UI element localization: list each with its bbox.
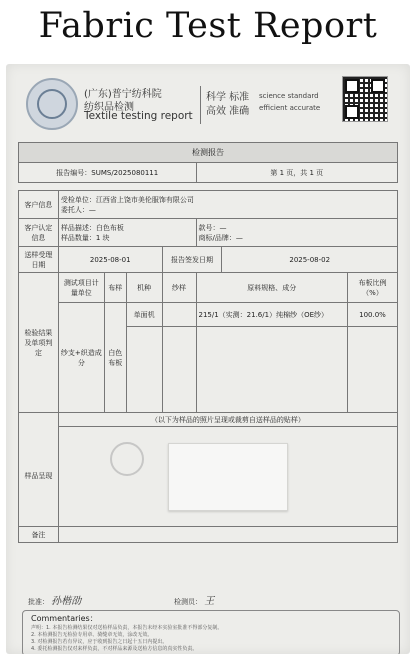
receive-date: 2025-08-01 <box>58 247 162 273</box>
empty-cell <box>162 327 196 413</box>
sample-quantity: 样品数量：1 块 <box>60 233 110 242</box>
customer-info-label: 客户信息 <box>19 191 59 219</box>
machine-value: 单面机 <box>126 303 162 327</box>
report-number: 报告编号：SUMS/2025080111 <box>19 163 197 183</box>
report-document <box>6 64 410 654</box>
qr-code-icon <box>342 76 388 122</box>
col-test-item: 测试项目计量单位 <box>58 273 104 303</box>
org-name-en: Textile testing report <box>84 110 193 122</box>
yarn-value <box>162 303 196 327</box>
empty-cell <box>126 327 162 413</box>
inspected-unit: 受检单位：江西省上饶市美伦服饰有限公司 <box>60 195 194 204</box>
result-label: 检验结果及单项判定 <box>19 273 59 413</box>
org-subtitle-cn: 纺织品检测 <box>84 102 134 113</box>
commentaries-title: Commentaries： <box>31 614 98 623</box>
col-cloth-sample: 布样 <box>104 273 126 303</box>
photo-note: （以下为样品的照片呈现或裁剪自送样品的贴样） <box>58 413 397 427</box>
motto-cn-1: 科学 标准 <box>206 92 250 103</box>
motto-en-1: science standard <box>259 92 319 100</box>
brand: 商标/品牌：— <box>198 233 243 242</box>
col-ratio: 布板比例（%） <box>348 273 398 303</box>
sample-info <box>58 219 196 247</box>
material-value: 215/1（实测：21.6/1）纯棉纱（OE纱） <box>196 303 348 327</box>
comment-line: 声明：1. 本报告检测结果仅对送检样品负责，本报告未经本实验室批准不得部分复制。 <box>31 625 223 631</box>
commentaries-box <box>22 610 400 654</box>
page-info: 第 1 页，共 1 页 <box>196 163 398 183</box>
style-info <box>196 219 398 247</box>
inspector-label: 检测员： <box>174 598 202 606</box>
motto-en-2: efficient accurate <box>259 104 321 112</box>
issue-date: 2025-08-02 <box>222 247 398 273</box>
empty-cell <box>19 413 59 427</box>
ratio-value: 100.0% <box>348 303 398 327</box>
sample-display-label: 样品呈现 <box>19 427 59 527</box>
seal-stamp-icon <box>110 442 144 476</box>
comment-line: 3. 对检测报告若有异议，应于收到报告之日起十五日内提出。 <box>31 639 168 645</box>
approver-signature: 孙楷劭 <box>51 596 82 607</box>
spacer <box>19 183 398 191</box>
col-machine: 机种 <box>126 273 162 303</box>
report-heading: 检测报告 <box>19 143 398 163</box>
report-table <box>18 142 398 543</box>
test-item-value: 纱支+织造成分 <box>58 303 104 413</box>
org-name-cn: (广东)普宁纺科院 <box>84 89 162 100</box>
inspector <box>174 592 214 607</box>
approver-label: 批准： <box>28 598 49 606</box>
fabric-sample-photo <box>168 443 288 511</box>
header-divider <box>200 86 201 124</box>
comment-line: 2. 本检测报告无检验专用章、骑缝章无效，涂改无效。 <box>31 632 153 638</box>
motto-cn-2: 高效 准确 <box>206 106 250 117</box>
institute-logo-icon <box>26 78 78 130</box>
customer-info <box>58 191 397 219</box>
style-number: 款号：— <box>198 223 227 232</box>
approver <box>28 592 81 607</box>
customer-confirm-label: 客户认定信息 <box>19 219 59 247</box>
empty-cell <box>196 327 348 413</box>
report-header <box>6 64 410 136</box>
remark-value <box>58 527 397 543</box>
sample-description: 样品描述：白色布板 <box>60 223 124 232</box>
page-title: Fabric Test Report <box>38 6 378 46</box>
col-yarn: 纱样 <box>162 273 196 303</box>
sample-display <box>58 427 397 527</box>
issue-date-label: 报告签发日期 <box>162 247 222 273</box>
col-material: 原料规格、成分 <box>196 273 348 303</box>
inspector-signature: 王 <box>204 596 215 607</box>
client: 委托人：— <box>60 205 96 214</box>
cloth-sample-value: 白色布板 <box>104 303 126 413</box>
receive-date-label: 送样受理日期 <box>19 247 59 273</box>
comment-line: 4. 委托检测报告仅对来样负责，不对样品来源及送检方信息的真实性负责。 <box>31 646 198 652</box>
empty-cell <box>348 327 398 413</box>
remark-label: 备注 <box>19 527 59 543</box>
